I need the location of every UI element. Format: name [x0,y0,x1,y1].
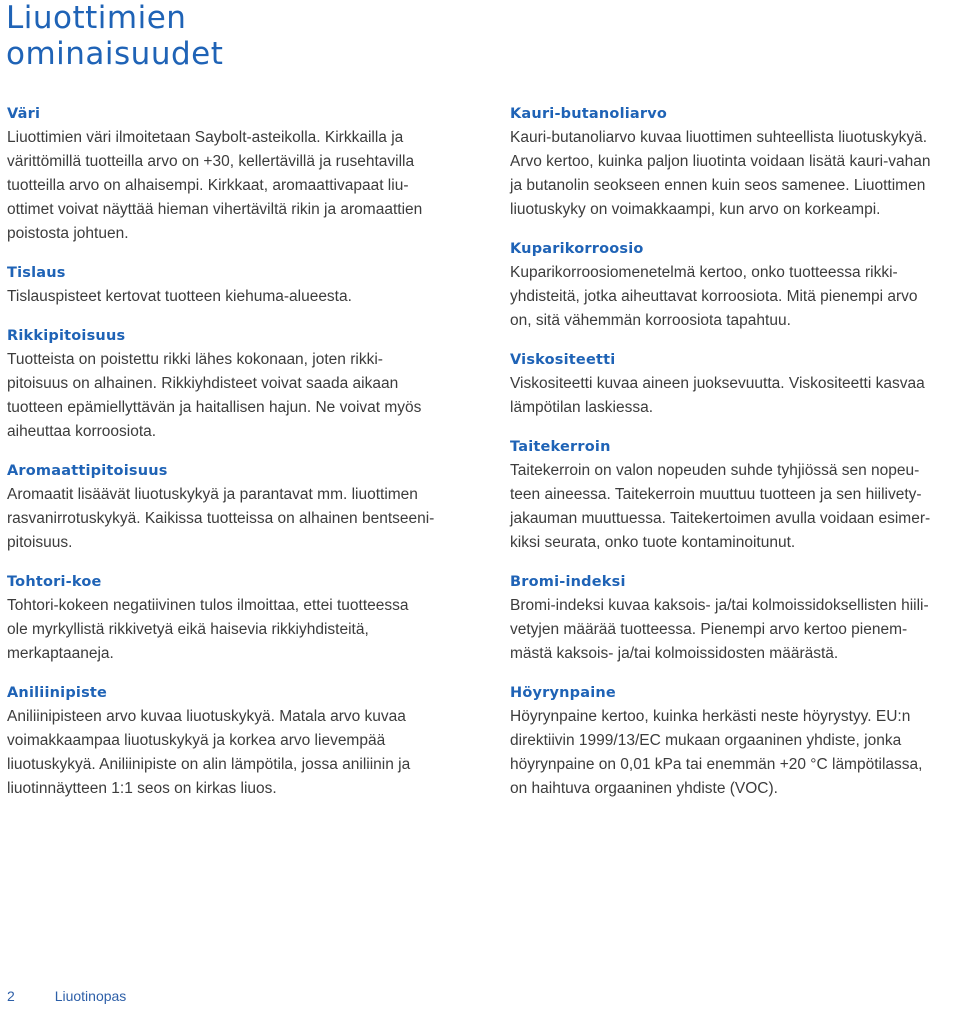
section-body [510,594,960,666]
left-column [7,104,457,818]
body-line: merkaptaaneja. [7,645,114,662]
publication-name: Liuotinopas [54,988,127,1004]
page-number: 2 [7,988,15,1004]
body-line: aiheuttaa korroosiota. [7,423,157,440]
page-title-line-1: Liuottimien [6,0,187,36]
section-body [510,459,960,555]
section-heading: Tislaus [7,265,66,281]
body-line: ole myrkyllistä rikkivetyä eikä haisevia rikkiyhdisteitä, [7,621,369,638]
section-body [7,594,457,666]
body-line: poistosta johtuen. [7,225,129,242]
section-heading: Aromaattipitoisuus [7,463,168,479]
section-body [510,372,960,420]
body-line: Kauri-butanoliarvo kuvaa liuottimen suhteellista liuotuskykyä. [510,129,927,146]
section-kuparikorroosio [510,239,960,333]
section-heading: Kuparikorroosio [510,241,644,257]
body-line: Höyrynpaine kertoo, kuinka herkästi neste höyrystyy. EU:n [510,708,911,725]
body-line: kiksi seurata, onko tuote kontaminoitunut. [510,534,796,551]
body-line: Tohtori-kokeen negatiivinen tulos ilmoittaa, ettei tuotteessa [7,597,409,614]
page-title-line-2: ominaisuudet [6,36,224,72]
body-line: Tuotteista on poistettu rikki lähes kokonaan, joten rikki- [7,351,383,368]
body-line: Liuottimien väri ilmoitetaan Saybolt-asteikolla. Kirkkailla ja [7,129,404,146]
body-line: yhdisteitä, jotka aiheuttavat korroosiota. Mitä pienempi arvo [510,288,918,305]
body-line: vetyjen määrää tuotteessa. Pienempi arvo kertoo pienem- [510,621,908,638]
section-heading: Kauri-butanoliarvo [510,106,668,122]
body-line: Aniliinipisteen arvo kuvaa liuotuskykyä. Matala arvo kuvaa [7,708,406,725]
body-line: mästä kaksois- ja/tai kolmoissidosten määrästä. [510,645,839,662]
body-line: Aromaatit lisäävät liuotuskykyä ja parantavat mm. liuottimen [7,486,418,503]
body-line: on haihtuva orgaaninen yhdiste (VOC). [510,780,778,797]
body-line: pitoisuus on alhainen. Rikkiyhdisteet voivat saada aikaan [7,375,399,392]
body-line: jakauman muuttuessa. Taitekertoimen avulla voidaan esimer- [510,510,931,527]
body-line: tuotteen epämiellyttävän ja haitallisen hajun. Ne voivat myös [7,399,422,416]
section-tohtori-koe [7,572,457,666]
body-line: rasvanirrotuskykyä. Kaikissa tuotteissa on alhainen bentseeni- [7,510,435,527]
section-heading: Aniliinipiste [7,685,108,701]
body-line: tuotteilla arvo on alhaisempi. Kirkkaat, aromaattivapaat liu- [7,177,409,194]
section-heading: Rikkipitoisuus [7,328,126,344]
body-line: liuotinnäytteen 1:1 seos on kirkas liuos. [7,780,277,797]
section-body [7,483,457,555]
section-body [510,705,960,801]
body-line: ottimet voivat näyttää hieman vihertäviltä rikin ja aromaattien [7,201,423,218]
body-line: Bromi-indeksi kuvaa kaksois- ja/tai kolmoissidoksellisten hiili- [510,597,929,614]
body-line: höyrynpaine on 0,01 kPa tai enemmän +20 °C lämpötilassa, [510,756,923,773]
section-heading: Tohtori-koe [7,574,102,590]
body-line: pitoisuus. [7,534,73,551]
body-line: teen aineessa. Taitekerroin muuttuu tuotteen ja sen hiilivety- [510,486,922,503]
section-heading: Taitekerroin [510,439,611,455]
body-line: Tislauspisteet kertovat tuotteen kiehuma-alueesta. [7,288,352,305]
body-line: direktiivin 1999/13/EC mukaan orgaaninen yhdiste, jonka [510,732,902,749]
section-viskositeetti [510,350,960,420]
body-line: on, sitä vähemmän korroosiota tapahtuu. [510,312,791,329]
section-body [510,126,960,222]
body-line: Arvo kertoo, kuinka paljon liuotinta voidaan lisätä kauri-vahan [510,153,931,170]
section-body [7,348,457,444]
body-line: voimakkaampaa liuotuskykyä ja korkea arvo lievempää [7,732,386,749]
body-line: liuotuskyky on voimakkaampi, kun arvo on korkeampi. [510,201,881,218]
body-line: liuotuskykyä. Aniliinipiste on alin lämpötila, jossa aniliinin ja [7,756,411,773]
section-bromi-indeksi [510,572,960,666]
section-aromaattipitoisuus [7,461,457,555]
body-line: värittömillä tuotteilla arvo on +30, kellertävillä ja rusehtavilla [7,153,415,170]
section-taitekerroin [510,437,960,555]
section-hoyrynpaine [510,683,960,801]
body-line: lämpötilan laskiessa. [510,399,654,416]
section-vari [7,104,457,246]
section-tislaus [7,263,457,309]
section-aniliinipiste [7,683,457,801]
page-title [6,0,223,72]
section-heading: Höyrynpaine [510,685,616,701]
section-body [7,285,457,309]
body-line: Kuparikorroosiomenetelmä kertoo, onko tuotteessa rikki- [510,264,898,281]
section-body [7,705,457,801]
body-line: Taitekerroin on valon nopeuden suhde tyhjiössä sen nopeu- [510,462,920,479]
body-line: ja butanolin seokseen ennen kuin seos samenee. Liuottimen [510,177,926,194]
body-line: Viskositeetti kuvaa aineen juoksevuutta. Viskositeetti kasvaa [510,375,925,392]
page-footer [7,988,126,1004]
section-heading: Viskositeetti [510,352,616,368]
section-heading: Bromi-indeksi [510,574,626,590]
section-heading: Väri [7,106,41,122]
section-rikkipitoisuus [7,326,457,444]
section-body [7,126,457,246]
right-column [510,104,960,818]
section-body [510,261,960,333]
section-kauri-butanoliarvo [510,104,960,222]
